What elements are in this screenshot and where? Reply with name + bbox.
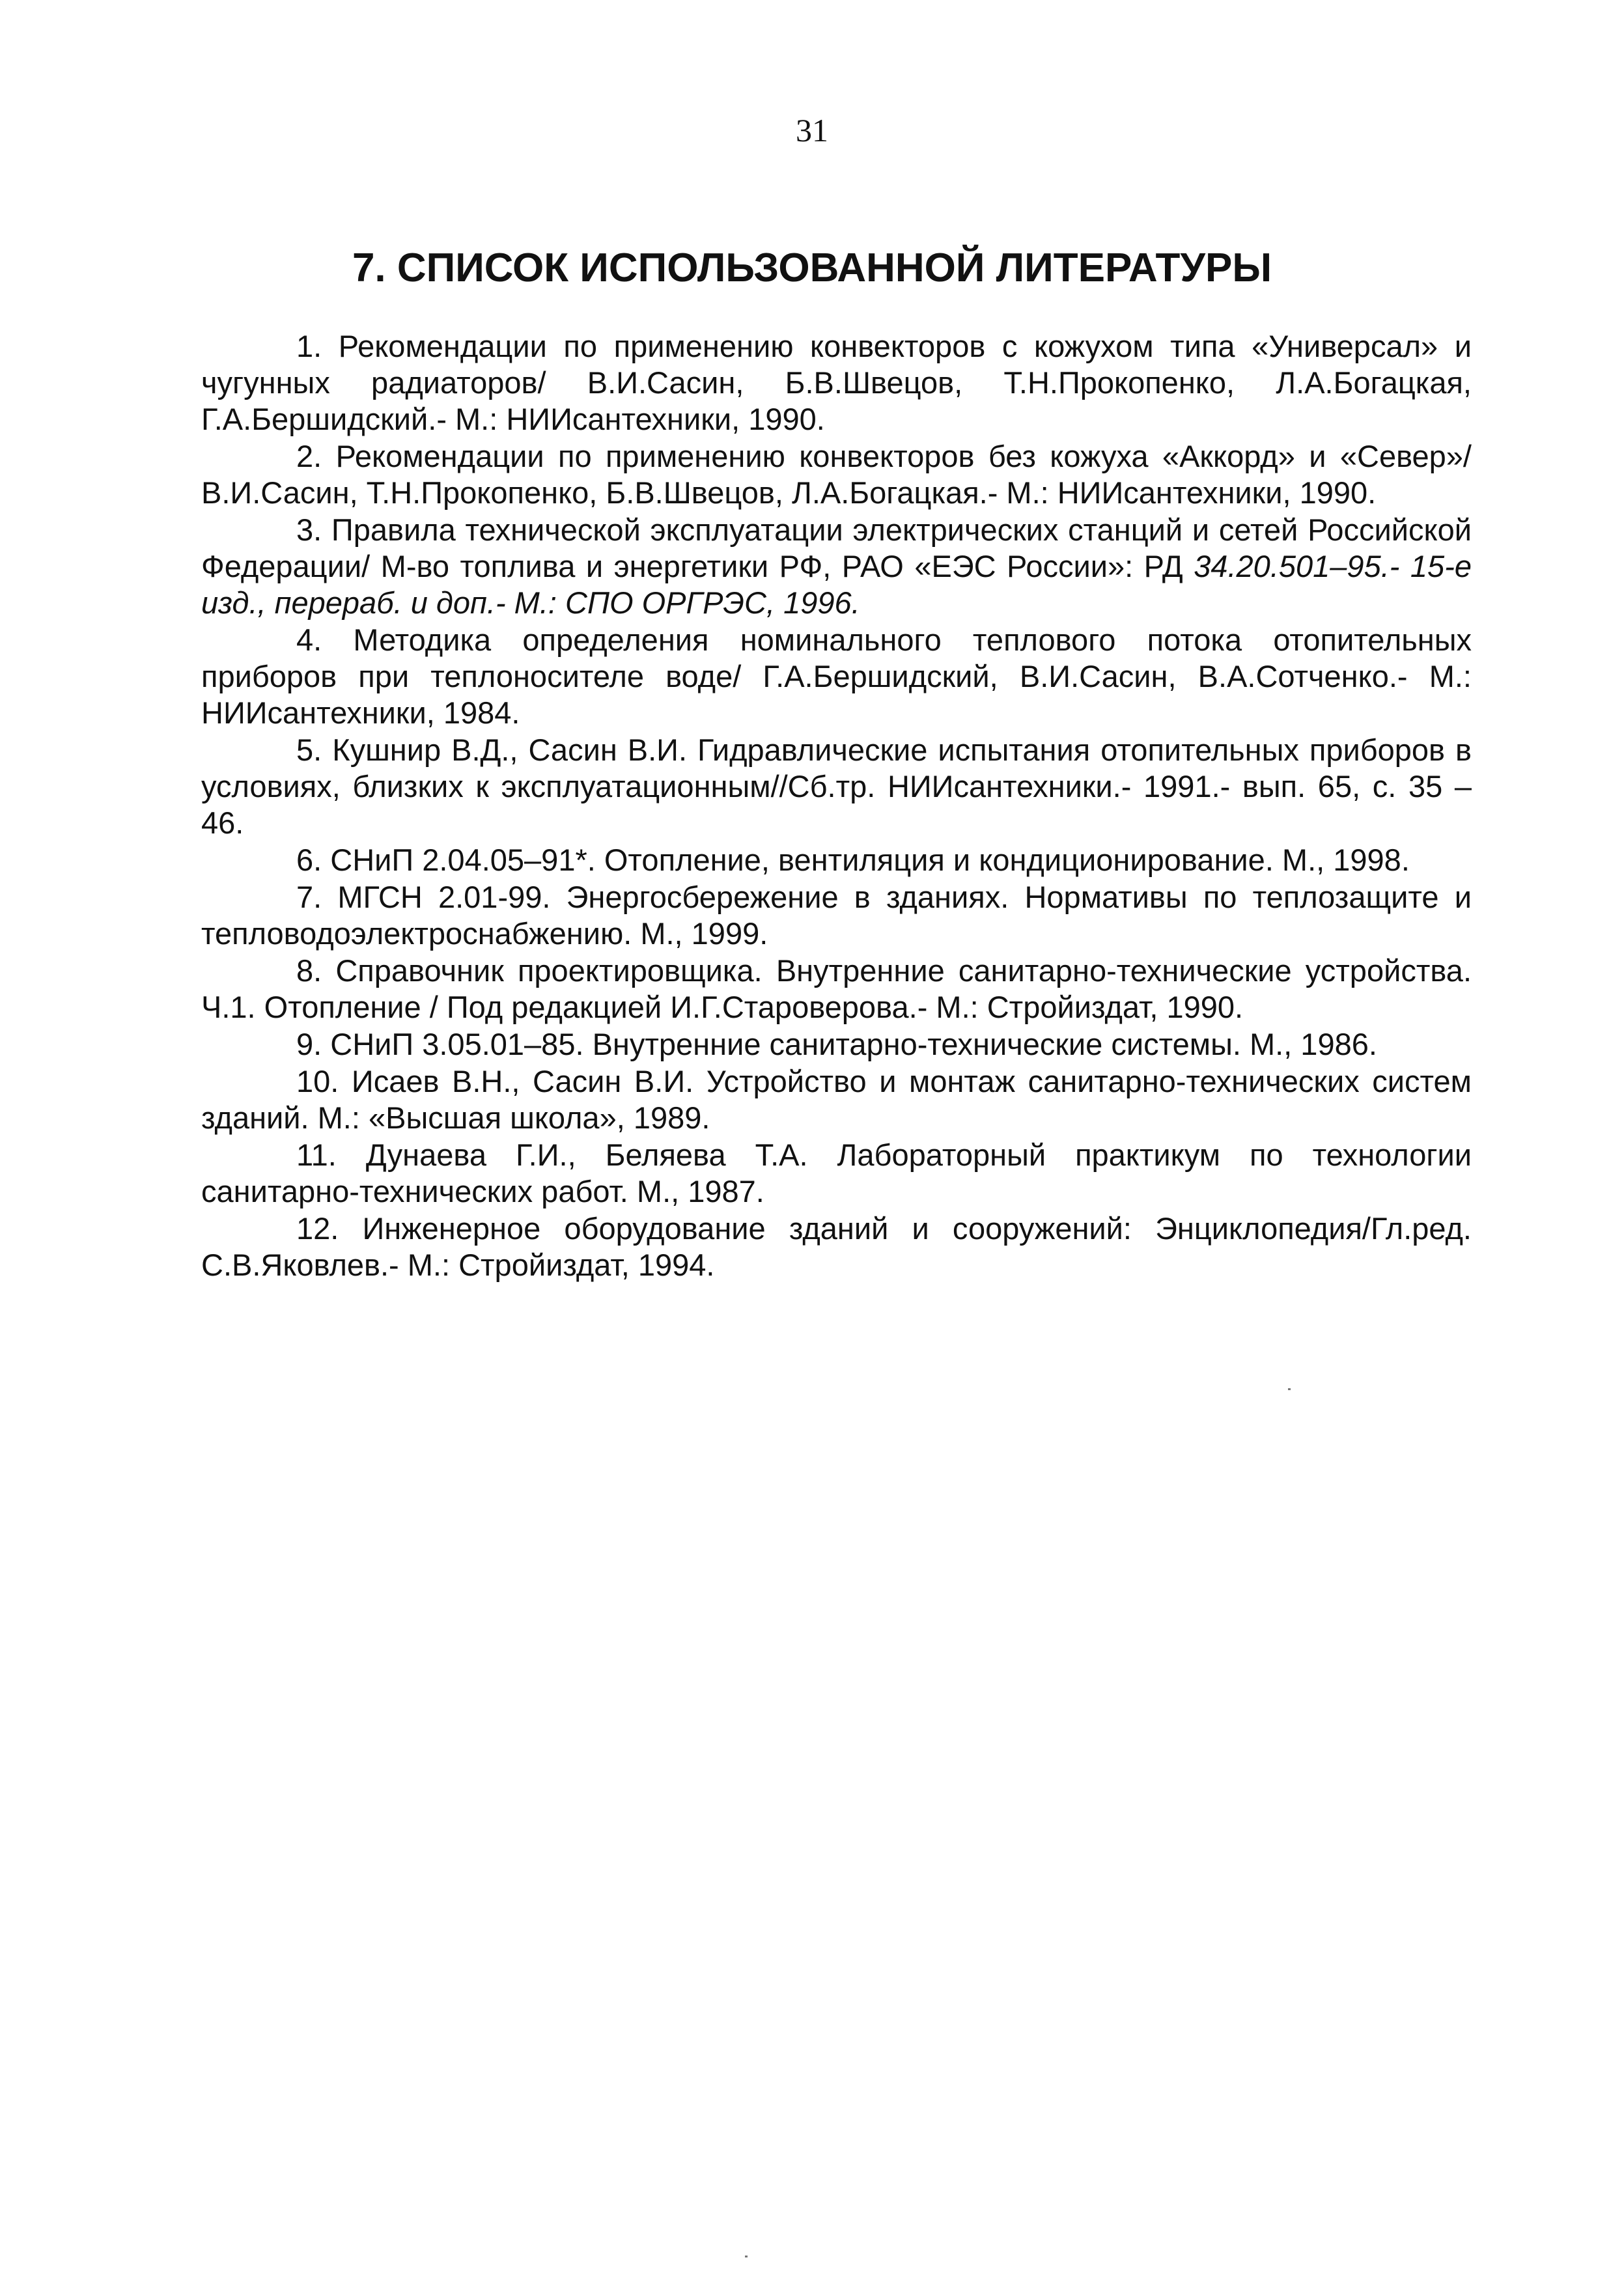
list-item: 4. Методика определения номинального теплового потока отопительных приборов при теплоносителе воде/ Г.А.Бершидский, В.И.Сасин, В.А.Сотченко.- М.: НИИсантехники, 1984. [201, 622, 1472, 730]
reference-italic-part: 34.20.501–95.- 15-е изд., перераб. и доп.- М.: СПО ОРГРЭС, 1996. [201, 549, 1472, 620]
list-item: 5. Кушнир В.Д., Сасин В.И. Гидравлические испытания отопительных приборов в условиях, близких к эксплуатационным//Сб.тр. НИИсантехники.- 1991.- вып. 65, с. 35 – 46. [201, 733, 1472, 840]
list-item: 2. Рекомендации по применению конвекторов без кожуха «Аккорд» и «Север»/ В.И.Сасин, Т.Н.Прокопенко, Б.В.Швецов, Л.А.Богацкая.- М.: НИИсантехники, 1990. [201, 439, 1472, 510]
list-item: 8. Справочник проектировщика. Внутренние санитарно-технические устройства. Ч.1. Отопление / Под редакцией И.Г.Староверова.- М.: Стройиздат, 1990. [201, 953, 1472, 1024]
list-item: 6. СНиП 2.04.05–91*. Отопление, вентиляция и кондиционирование. М., 1998. [296, 843, 1410, 877]
list-item: 1. Рекомендации по применению конвекторов с кожухом типа «Универсал» и чугунных радиаторов/ В.И.Сасин, Б.В.Швецов, Т.Н.Прокопенко, Л.А.Богацкая, Г.А.Бершидский.- М.: НИИсантехники, 1990. [201, 329, 1472, 436]
list-item: 11. Дунаева Г.И., Беляева Т.А. Лабораторный практикум по технологии санитарно-технических работ. М., 1987. [201, 1138, 1472, 1208]
list-item: 12. Инженерное оборудование зданий и сооружений: Энциклопедия/Гл.ред. С.В.Яковлев.- М.: Стройиздат, 1994. [201, 1211, 1472, 1282]
page-title: 7. СПИСОК ИСПОЛЬЗОВАННОЙ ЛИТЕРАТУРЫ [352, 245, 1272, 290]
scan-speck [745, 2256, 748, 2257]
list-item: 10. Исаев В.Н., Сасин В.И. Устройство и монтаж санитарно-технических систем зданий. М.: «Высшая школа», 1989. [201, 1064, 1472, 1135]
scan-speck [1288, 1388, 1291, 1390]
reference-list [201, 328, 1472, 1284]
list-item: 7. МГСН 2.01-99. Энергосбережение в зданиях. Нормативы по теплозащите и тепловодоэлектроснабжению. М., 1999. [201, 880, 1472, 951]
list-item: 3. Правила технической эксплуатации электрических станций и сетей Российской Федерации/ М-во топлива и энергетики РФ, РАО «ЕЭС России»: РД 34.20.501–95.- 15-е изд., перераб. и доп.- М.: СПО ОРГРЭС, 1996. [201, 512, 1472, 620]
page-number: 31 [796, 112, 828, 148]
list-item: 9. СНиП 3.05.01–85. Внутренние санитарно-технические системы. М., 1986. [296, 1027, 1377, 1061]
